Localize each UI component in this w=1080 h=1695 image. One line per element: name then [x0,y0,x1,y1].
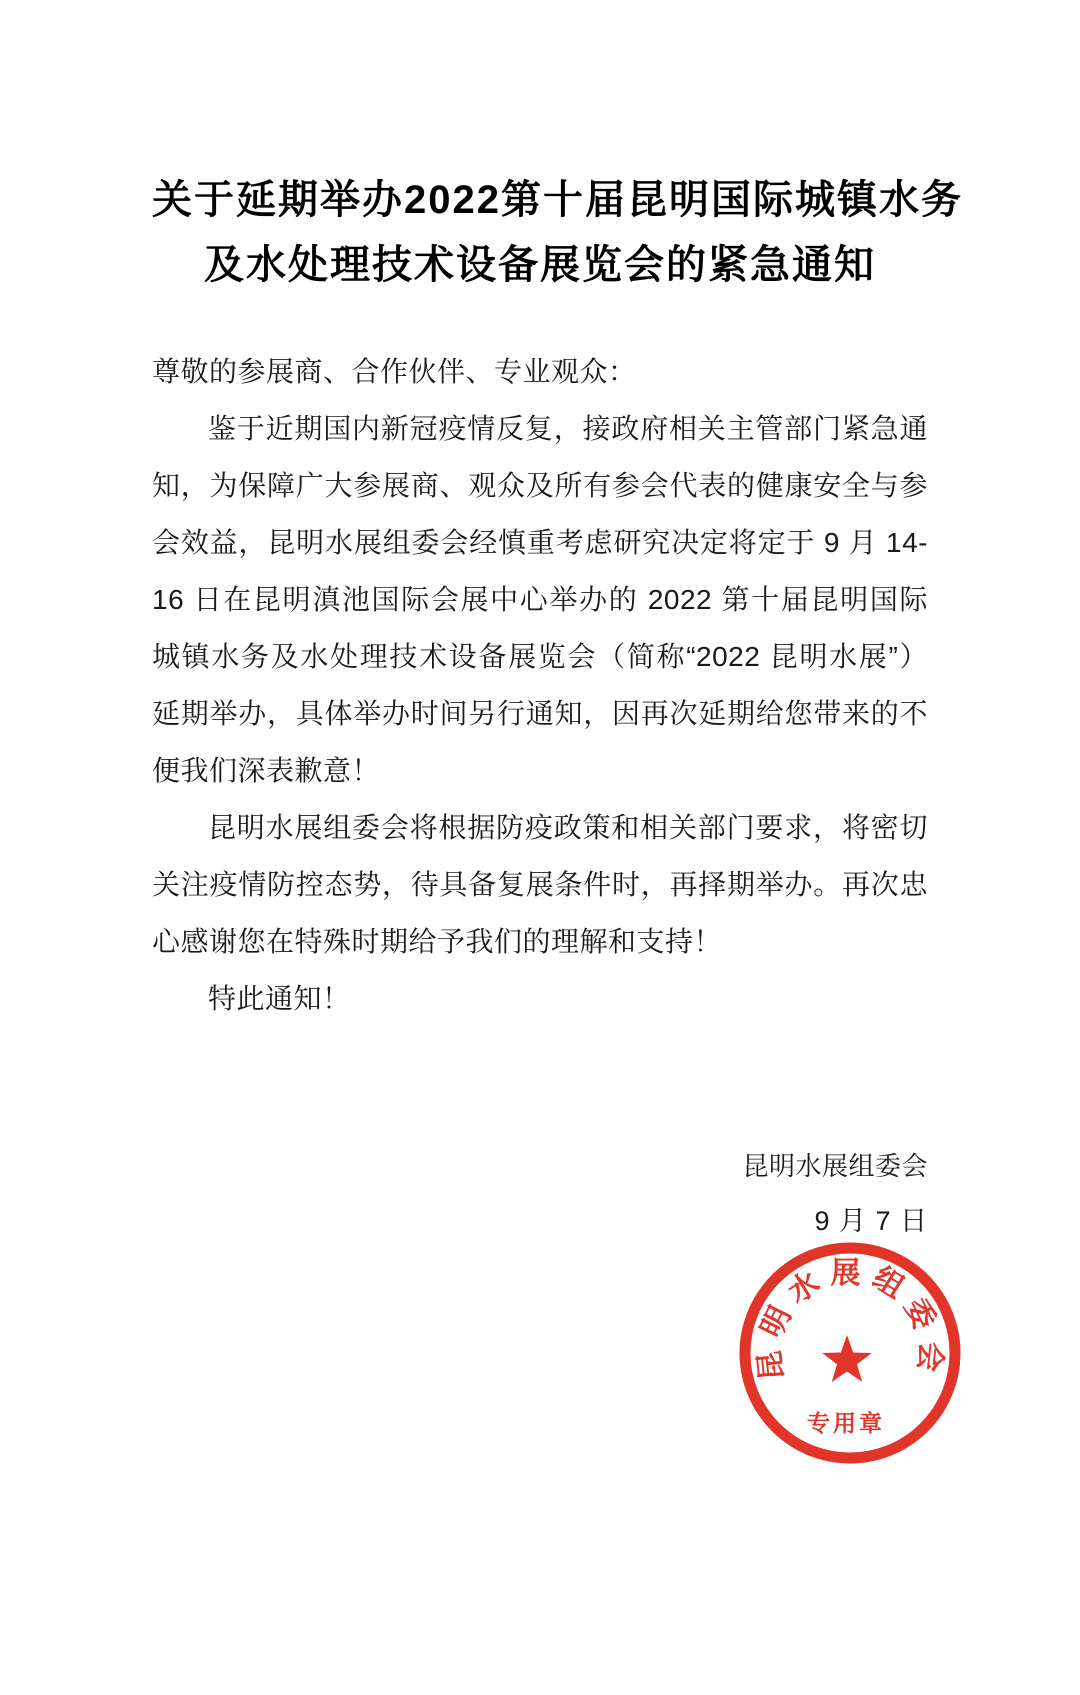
document-title [152,168,963,298]
seal-bottom-label: 专用章 [807,1410,885,1436]
paragraph-1: 鉴于近期国内新冠疫情反复，接政府相关主管部门紧急通知，为保障广大参展商、观众及所有参会代表的健康安全与参会效益，昆明水展组委会经慎重考虑研究决定将定于 9 月 14-16 日在昆明滇池国际会展中心举办的 2022 第十届昆明国际城镇水务及水处理技术设备展览会（简称“2022 昆明水展”）延期举办，具体举办时间另行通知，因再次延期给您带来的不便我们深表歉意！ [152,413,928,786]
seal-star-icon [822,1335,871,1382]
notice-document [0,168,1080,1695]
signature-block [152,1139,928,1249]
title-line-2: 及水处理技术设备展览会的紧急通知 [204,243,876,287]
signature-organization: 昆明水展组委会 [742,1151,928,1181]
official-seal-stamp [730,1233,970,1473]
salutation: 尊敬的参展商、合作伙伴、专业观众： [152,356,637,387]
document-body [152,343,928,1027]
signature-date: 9 月 7 日 [814,1206,928,1236]
seal-ring-border [745,1248,955,1458]
seal-ring-text: 昆明水展组委会 [752,1256,948,1383]
paragraph-3: 特此通知！ [208,983,351,1014]
title-line-1: 关于延期举办2022第十届昆明国际城镇水务 [152,178,963,222]
paragraph-2: 昆明水展组委会将根据防疫政策和相关部门要求，将密切关注疫情防控态势，待具备复展条件时，再择期举办。再次忠心感谢您在特殊时期给予我们的理解和支持！ [152,812,928,957]
